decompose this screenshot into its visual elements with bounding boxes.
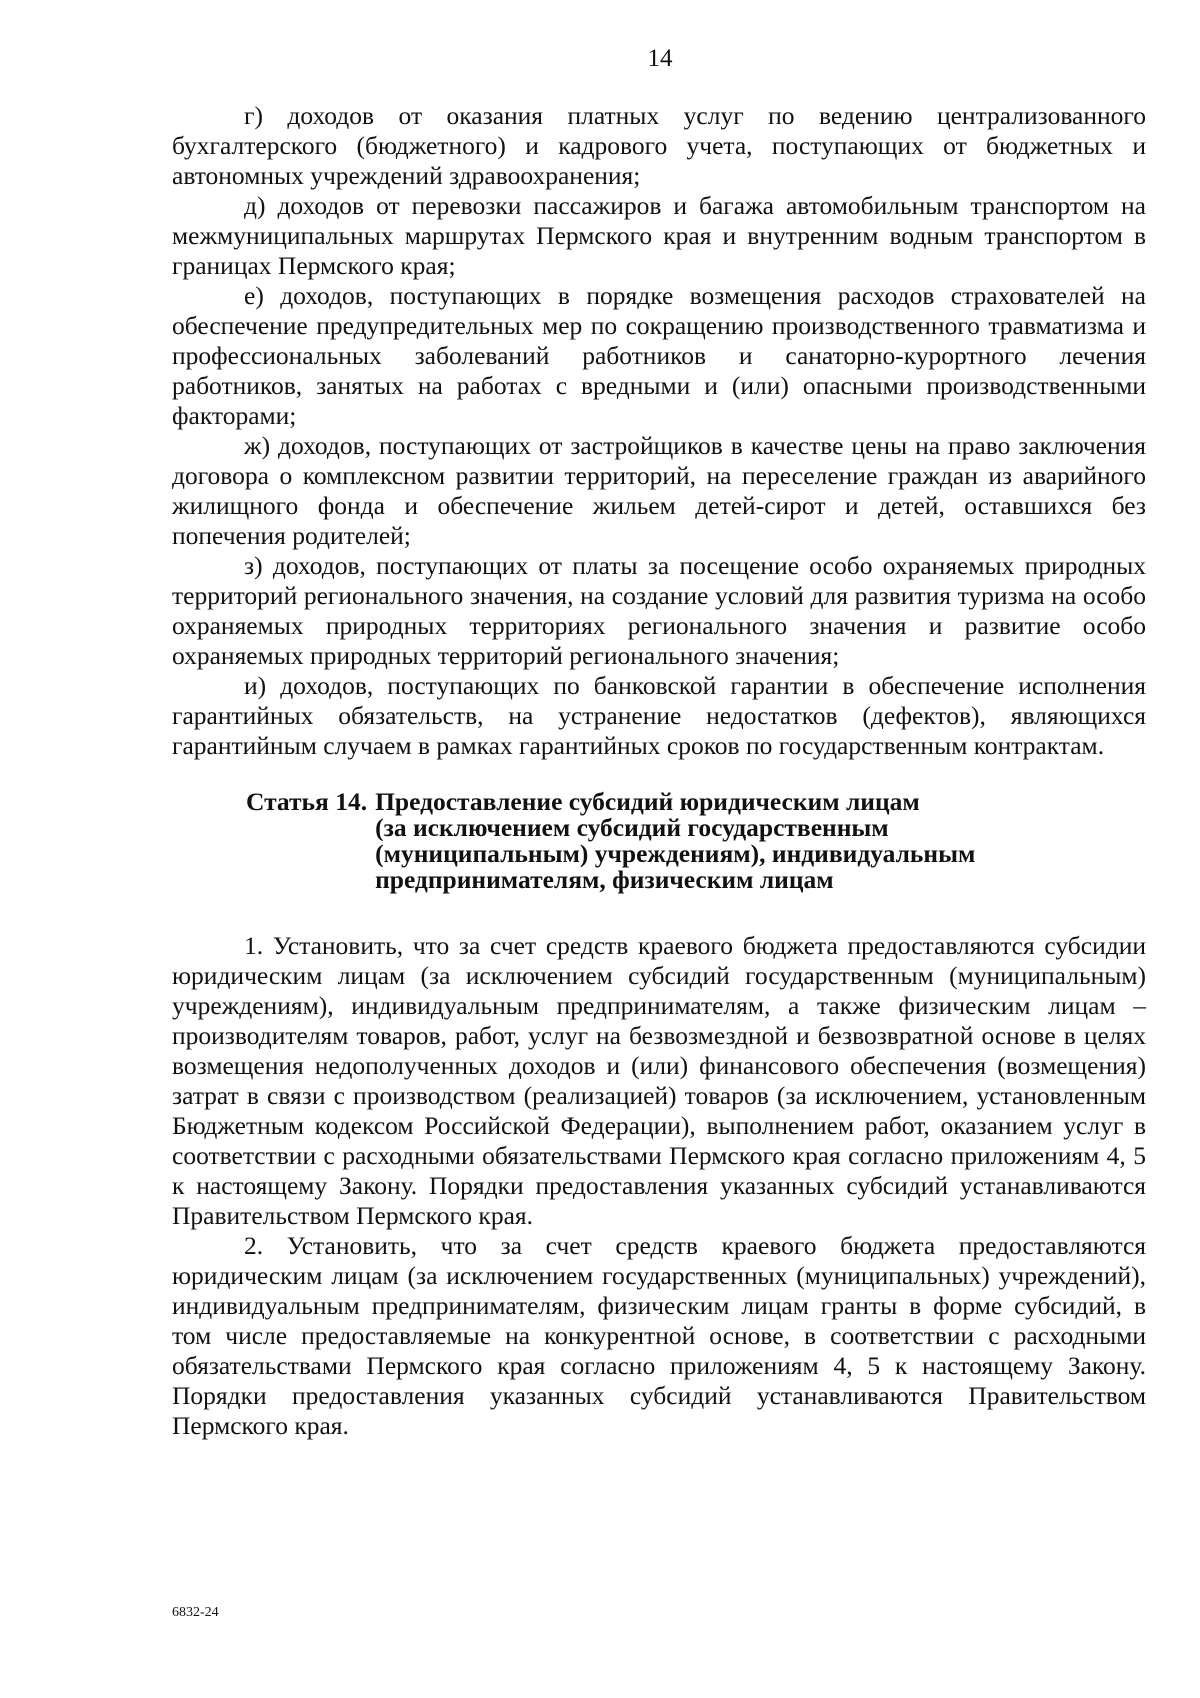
paragraph-zh: ж) доходов, поступающих от застройщиков в качестве цены на право заключения договора о комплексном развитии территорий, на переселение граждан из аварийного жилищного фонда и обеспечение жильем детей-сирот и детей, оставшихся без попечения родителей; [172, 431, 1146, 550]
paragraph-z: з) доходов, поступающих от платы за посещение особо охраняемых природных территорий регионального значения, на создание условий для развития туризма на особо охраняемых природных территориях регионального значения и развитие особо охраняемых природных территорий регионального значения; [172, 551, 1146, 670]
paragraph-g: г) доходов от оказания платных услуг по ведению централизованного бухгалтерского (бюджетного) и кадрового учета, поступающих от бюджетных и автономных учреждений здравоохранения; [172, 101, 1146, 190]
page-number: 14 [647, 45, 673, 72]
document-code: 6832-24 [172, 1605, 219, 1620]
article-heading [172, 789, 1146, 893]
article-title-text: Предоставление субсидий юридическим лицам (за исключением субсидий государственным (муниципальным) учреждениям), индивидуальным предпринимателям, физическим лицам [375, 787, 976, 894]
document-body [172, 101, 1146, 1441]
clause-1: 1. Установить, что за счет средств краевого бюджета предоставляются субсидии юридическим лицам (за исключением субсидий государственным (муниципальным) учреждениям), индивидуальным предпринимателям, а также физическим лицам – производителям товаров, работ, услуг на безвозмездной и безвозвратной основе в целях возмещения недополученных доходов и (или) финансового обеспечения (возмещения) затрат в связи с производством (реализацией) товаров (за исключением, установленным Бюджетным кодексом Российской Федерации), выполнением работ, оказанием услуг в соответствии с расходными обязательствами Пермского края согласно приложениям 4, 5 к настоящему Закону. Порядки предоставления указанных субсидий устанавливаются Правительством Пермского края. [172, 931, 1146, 1230]
clause-2: 2. Установить, что за счет средств краевого бюджета предоставляются юридическим лицам (за исключением государственных (муниципальных) учреждений), индивидуальным предпринимателям, физическим лицам гранты в форме субсидий, в том числе предоставляемые на конкурентной основе, в соответствии с расходными обязательствами Пермского края согласно приложениям 4, 5 к настоящему Закону. Порядки предоставления указанных субсидий устанавливаются Правительством Пермского края. [172, 1231, 1146, 1440]
article-number: Статья 14. [246, 787, 368, 816]
paragraph-i: и) доходов, поступающих по банковской гарантии в обеспечение исполнения гарантийных обязательств, на устранение недостатков (дефектов), являющихся гарантийным случаем в рамках гарантийных сроков по государственным контрактам. [172, 671, 1146, 760]
spacer [172, 893, 1146, 931]
spacer [172, 761, 1146, 789]
paragraph-d: д) доходов от перевозки пассажиров и багажа автомобильным транспортом на межмуниципальных маршрутах Пермского края и внутренним водным транспортом в границах Пермского края; [172, 191, 1146, 280]
paragraph-e: е) доходов, поступающих в порядке возмещения расходов страхователей на обеспечение предупредительных мер по сокращению производственного травматизма и профессиональных заболеваний работников и санаторно-курортного лечения работников, занятых на работах с вредными и (или) опасными производственными факторами; [172, 281, 1146, 430]
